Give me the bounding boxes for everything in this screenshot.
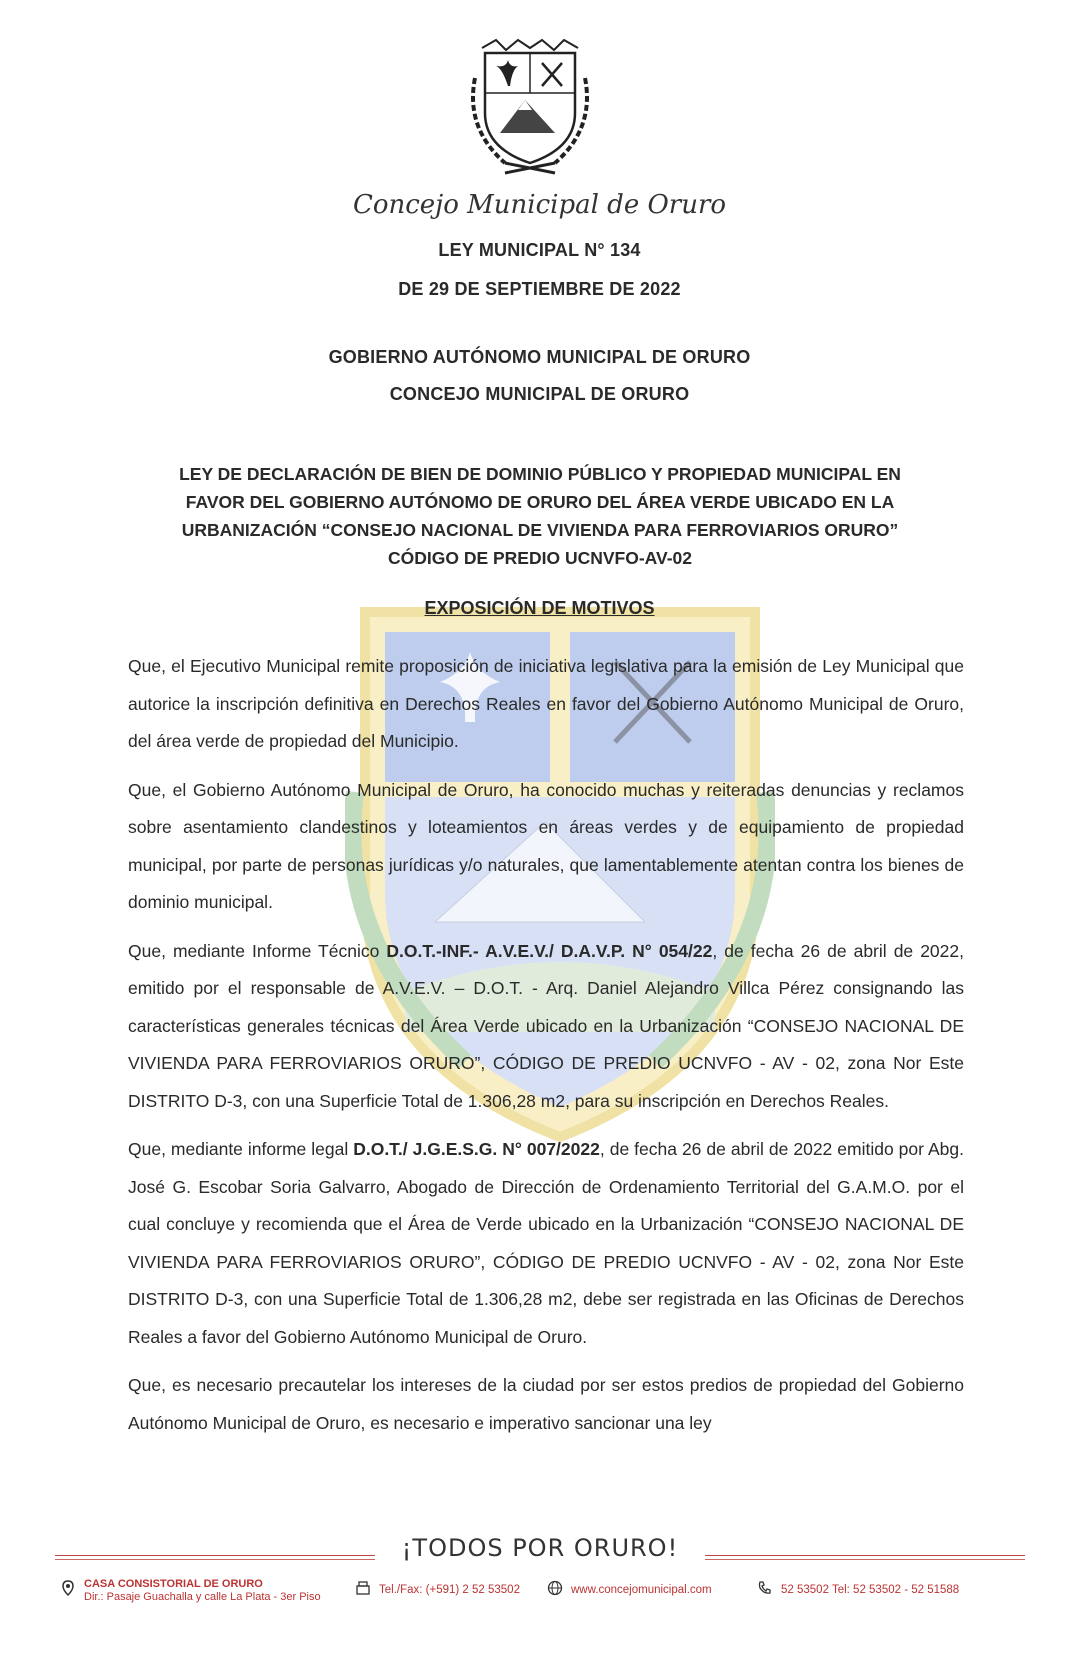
footer-slogan-band	[55, 1530, 1025, 1570]
legal-report-reference: D.O.T./ J.G.E.S.G. N° 007/2022	[353, 1139, 600, 1159]
law-title	[110, 460, 970, 572]
globe-icon	[547, 1580, 563, 1596]
law-date: DE 29 DE SEPTIEMBRE DE 2022	[398, 279, 681, 299]
footer-contact	[60, 1578, 1030, 1618]
law-title-line: LEY DE DECLARACIÓN DE BIEN DE DOMINIO PÚBLICO Y PROPIEDAD MUNICIPAL EN	[179, 464, 901, 484]
address-title: CASA CONSISTORIAL DE ORURO	[84, 1578, 263, 1590]
slogan: ¡TODOS POR ORURO!	[401, 1534, 679, 1562]
website-link[interactable]: www.concejomunicipal.com	[571, 1584, 712, 1596]
paragraph: Que, el Gobierno Autónomo Municipal de Oruro, ha conocido muchas y reiteradas denuncias y reclamos sobre asentamiento clandestinos y loteamientos en áreas verdes y de equipamiento de propiedad municipal, por parte de personas jurídicas y/o naturales, que lamentablemente atentan contra los bienes de dominio municipal.	[128, 779, 964, 912]
paragraph: Que, mediante informe legal D.O.T./ J.G.E.S.G. N° 007/2022, de fecha 26 de abril de 2022 emitido por Abg. José G. Escobar Soria Galvarro, Abogado de Dirección de Ordenamiento Territorial del G.A.M.O. por el cual concluye y recomienda que el Área de Verde ubicado en la Urbanización “CONSEJO NACIONAL DE VIVIENDA PARA FERROVIARIOS ORURO”, CÓDIGO DE PREDIO UCNVFO - AV - 02, zona Nor Este DISTRITO D-3, con una Superficie Total de 1.306,28 m2, debe ser registrada en las Oficinas de Derechos Reales a favor del Gobierno Autónomo Municipal de Oruro.	[128, 1139, 964, 1347]
fax-icon	[355, 1580, 371, 1596]
footer-website	[547, 1578, 712, 1596]
phone-numbers: 52 53502 Tel: 52 53502 - 52 51588	[781, 1584, 960, 1596]
law-title-line: CÓDIGO DE PREDIO UCNVFO-AV-02	[387, 548, 693, 568]
footer-phones	[757, 1578, 959, 1596]
document-body	[128, 648, 964, 1453]
section-heading: EXPOSICIÓN DE MOTIVOS	[424, 598, 655, 618]
coat-of-arms-logo	[460, 38, 600, 178]
law-number: LEY MUNICIPAL N° 134	[438, 240, 641, 260]
report-reference: D.O.T.-INF.- A.V.E.V./ D.A.V.P. N° 054/22	[386, 940, 713, 961]
paragraph: Que, mediante Informe Técnico D.O.T.-INF.- A.V.E.V./ D.A.V.P. N° 054/22, de fecha 26 de abril de 2022, emitido por el responsable de A.V.E.V. – D.O.T. - Arq. Daniel Alejandro Villca Pérez consignando las características generales técnicas del Área Verde ubicado en la Urbanización “CONSEJO NACIONAL DE VIVIENDA PARA FERROVIARIOS ORURO”, CÓDIGO DE PREDIO UCNVFO - AV - 02, zona Nor Este DISTRITO D-3, con una Superficie Total de 1.306,28 m2, para su inscripción en Derechos Reales.	[128, 940, 964, 1111]
location-pin-icon	[60, 1580, 76, 1596]
law-title-line: FAVOR DEL GOBIERNO AUTÓNOMO DE ORURO DEL ÁREA VERDE UBICADO EN LA	[185, 492, 895, 512]
council-heading: CONCEJO MUNICIPAL DE ORURO	[389, 384, 690, 404]
address-detail: Dir.: Pasaje Guachalla y calle La Plata - 3er Piso	[84, 1591, 321, 1603]
government-name: GOBIERNO AUTÓNOMO MUNICIPAL DE ORURO	[328, 347, 751, 367]
phone-icon	[757, 1580, 773, 1596]
paragraph: Que, es necesario precautelar los intereses de la ciudad por ser estos predios de propiedad del Gobierno Autónomo Municipal de Oruro, es necesario e imperativo sancionar una ley	[128, 1375, 964, 1433]
council-name: Concejo Municipal de Oruro	[352, 190, 727, 220]
paragraph: Que, el Ejecutivo Municipal remite proposición de iniciativa legislativa para la emisión de Ley Municipal que autorice la inscripción definitiva en Derechos Reales en favor del Gobierno Autónomo Municipal de Oruro, del área verde de propiedad del Municipio.	[128, 656, 964, 751]
law-title-line: URBANIZACIÓN “CONSEJO NACIONAL DE VIVIENDA PARA FERROVIARIOS ORURO”	[181, 520, 899, 540]
telfax-number: Tel./Fax: (+591) 2 52 53502	[379, 1584, 520, 1596]
footer-address	[60, 1578, 321, 1604]
footer-telfax	[355, 1578, 520, 1596]
